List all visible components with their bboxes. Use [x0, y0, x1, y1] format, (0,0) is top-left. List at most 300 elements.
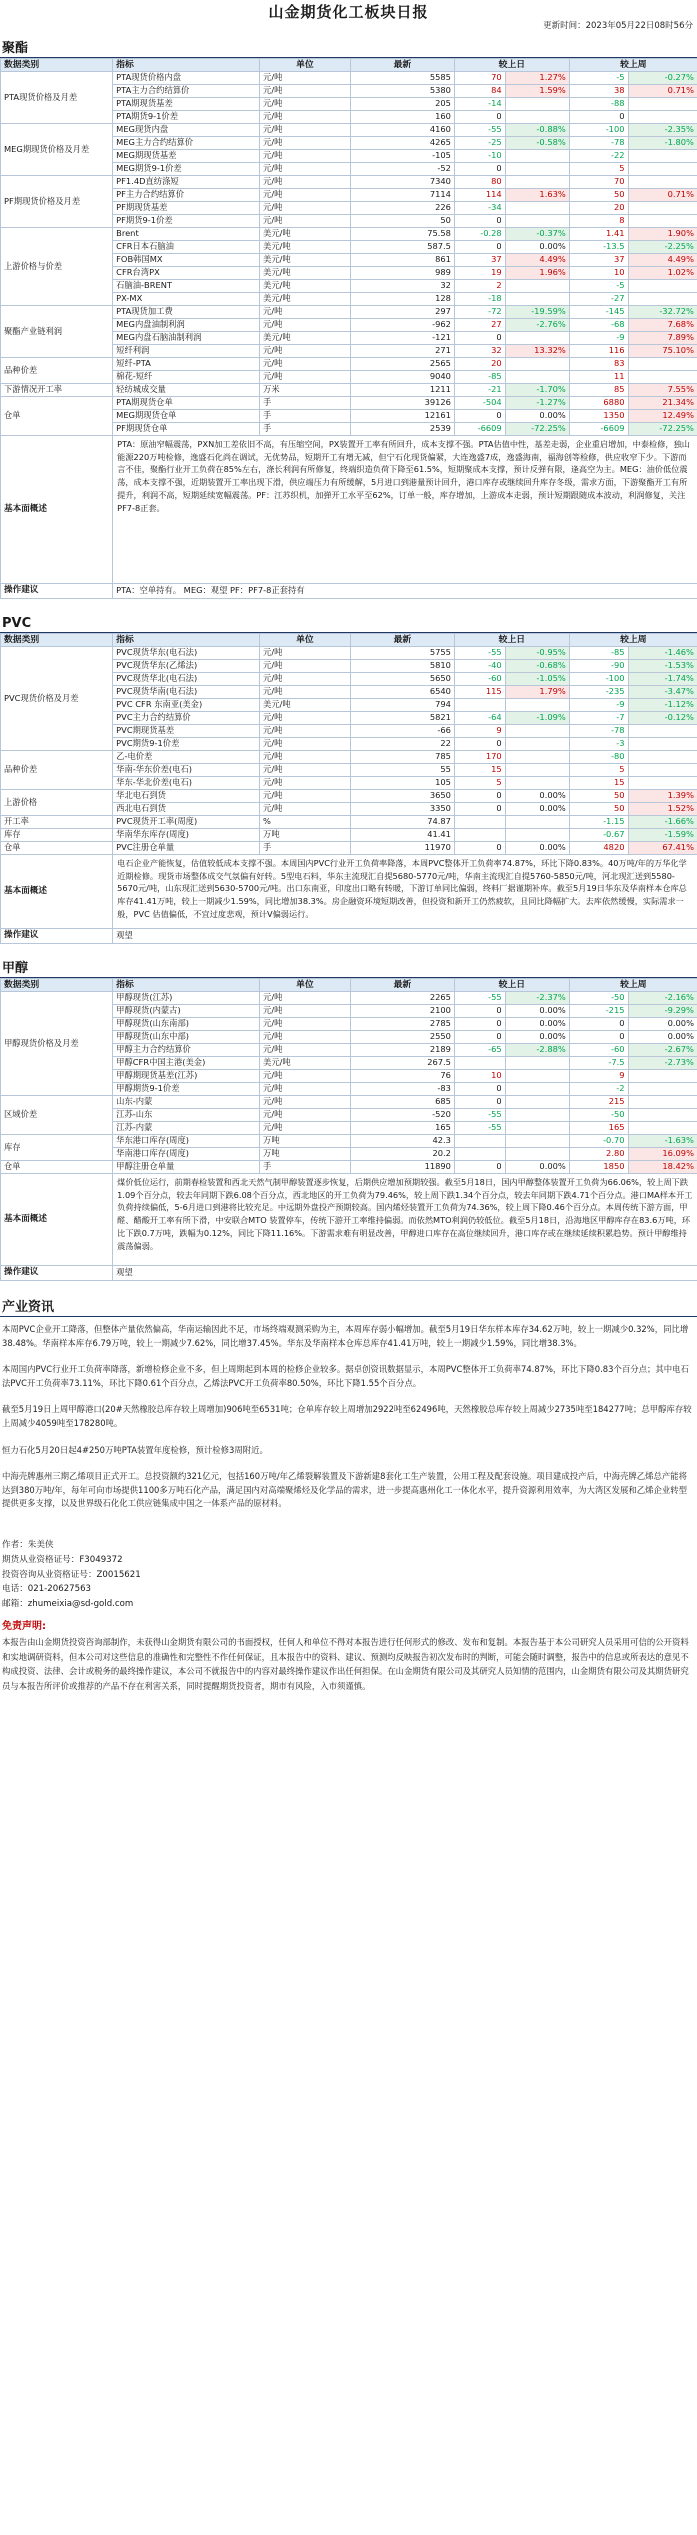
- row-change: [505, 280, 569, 293]
- row-category: 品种价差: [1, 358, 113, 384]
- row-unit: 万米: [260, 384, 351, 397]
- row-change: -1.80%: [628, 137, 697, 150]
- row-change: 0.00%: [505, 1005, 569, 1018]
- row-change: -50: [569, 992, 628, 1005]
- row-change: 7.89%: [628, 332, 697, 345]
- row-unit: 元/吨: [260, 72, 351, 85]
- row-change: -72: [454, 306, 505, 319]
- row-change: [505, 829, 569, 842]
- pvc-table: [0, 633, 697, 944]
- row-change: [628, 358, 697, 371]
- row-latest: 989: [350, 267, 454, 280]
- row-change: [628, 777, 697, 790]
- row-change: [505, 163, 569, 176]
- row-unit: 元/吨: [260, 319, 351, 332]
- row-change: 1.96%: [505, 267, 569, 280]
- row-latest: 5380: [350, 85, 454, 98]
- row-change: 0.71%: [628, 85, 697, 98]
- news-paragraph: 截至5月19日上周甲醇港口(20#天然橡胶总库存较上周增加)906吨至6531吨；仓单库存较上周增加2922吨至62496吨，天然橡胶总库存较上周减少2735吨至184277吨；总甲醇库存较上周减少4059吨至178280吨。: [2, 1404, 692, 1429]
- summary-label: 基本面概述: [1, 436, 113, 584]
- row-category: 区域价差: [1, 1096, 113, 1135]
- row-change: 37: [569, 254, 628, 267]
- col-category: 数据类别: [1, 634, 113, 647]
- row-indicator: PF1.4D直纺涤短: [113, 176, 260, 189]
- row-change: [505, 332, 569, 345]
- row-latest: 5650: [350, 673, 454, 686]
- row-unit: 元/吨: [260, 98, 351, 111]
- row-change: -100: [569, 124, 628, 137]
- row-change: [454, 1057, 505, 1070]
- row-change: -40: [454, 660, 505, 673]
- row-change: 0: [454, 410, 505, 423]
- row-change: [628, 293, 697, 306]
- row-change: -2.25%: [628, 241, 697, 254]
- row-category: 下游情况开工率: [1, 384, 113, 397]
- row-latest: 267.5: [350, 1057, 454, 1070]
- row-change: 1.39%: [628, 790, 697, 803]
- row-indicator: PVC现货华东(电石法): [113, 647, 260, 660]
- row-unit: 手: [260, 1161, 351, 1174]
- row-change: 1.02%: [628, 267, 697, 280]
- row-unit: 元/吨: [260, 85, 351, 98]
- row-change: -2: [569, 1083, 628, 1096]
- row-indicator: 棉花-短纤: [113, 371, 260, 384]
- row-change: -14: [454, 98, 505, 111]
- summary-text: 煤价低位运行，前期春检装置和西北天然气制甲醇装置逐步恢复，后期供应增加预期较强。截至5月18日，国内甲醇整体装置开工负荷为66.06%，较上周下跌1.09个百分点，较去年同期下跌6.08个百分点，西北地区的开工负荷为79.46%，较上周下跌1.34个百分点，较去年同期下跌4.71个百分点。港口MA样本开工负荷持续偏低，5-6月进口到港将比较充足。中远期外盘投产预期较高。国内烯烃装置开工负荷为74.36%，较上周下降0.46个百分点。本周传统下游方面，甲醛、醋酸开工率有所下滑，中安联合MTO 装置停车，传统下游开工率维持偏弱。而依然MTO利润仍较低位。截至5月18日，沿海地区甲醇库存在83.6万吨，环比下跌0.7万吨，跌幅为0.12%，同比下降11.16%。下游需求难有明显改善，甲醇进口库存在高位继续回升，港口库存或在继续延续积累趋势。预计甲醇维持震荡偏弱。: [113, 1174, 697, 1266]
- row-change: -0.67: [569, 829, 628, 842]
- header-row: [1, 59, 697, 72]
- row-change: -65: [454, 1044, 505, 1057]
- row-indicator: 甲醇注册仓单量: [113, 1161, 260, 1174]
- row-change: 20: [454, 358, 505, 371]
- row-change: 84: [454, 85, 505, 98]
- row-unit: 元/吨: [260, 686, 351, 699]
- row-change: 1.90%: [628, 228, 697, 241]
- row-category: 库存: [1, 1135, 113, 1161]
- row-change: -0.37%: [505, 228, 569, 241]
- row-change: -9: [569, 699, 628, 712]
- row-change: 12.49%: [628, 410, 697, 423]
- row-category: 聚酯产业链利润: [1, 306, 113, 358]
- advice-row: [1, 584, 697, 599]
- row-unit: 元/吨: [260, 777, 351, 790]
- row-indicator: PVC现货华北(电石法): [113, 673, 260, 686]
- row-latest: 160: [350, 111, 454, 124]
- row-change: [505, 725, 569, 738]
- row-indicator: 华南-华东价差(电石): [113, 764, 260, 777]
- row-change: 1850: [569, 1161, 628, 1174]
- row-change: [505, 1096, 569, 1109]
- row-change: 27: [454, 319, 505, 332]
- table-row: [1, 176, 697, 189]
- row-change: -85: [454, 371, 505, 384]
- contact-block: [0, 1524, 697, 1612]
- row-change: [628, 163, 697, 176]
- row-change: 20: [569, 202, 628, 215]
- row-change: 16.09%: [628, 1148, 697, 1161]
- row-change: -7: [569, 712, 628, 725]
- row-latest: 41.41: [350, 829, 454, 842]
- row-unit: 元/吨: [260, 1018, 351, 1031]
- table-row: [1, 1135, 697, 1148]
- summary-text: PTA：原油窄幅震荡，PXN加工差依旧不高，有压缩空间，PX装置开工率有所回升，成本支撑不强。PTA估值中性，基差走弱，企业重启增加，中泰检修，独山能源220万吨检修，逸盛石化尚在调试，无优势品，短期开工有增无减，但宁石化现货偏紧，大连逸盛7成，逸盛海南，福海创等检修，供应收窄下少。下游而言不佳，聚酯行业开工负荷在85%左右，涤长利润有所修复，终端织造负荷下降至61.5%，短期聚成本支撑，预计反弹有限，逢高空为主。MEG：油价低位震荡，成本支撑不强，近期装置开工率出现下滑，供应端压力有所缓解，5月进口到港量预计回升，港口库存或继续回升库存冬级，需求方面，下游聚酯开工有所提升，利润不高，短期延续宽幅震荡。PF：江苏织机，加弹开工水平至62%，订单一般，库存增加，上游成本走弱，预计短期跟随成本波动，利润修复，关注PF7-8正套。: [113, 436, 697, 584]
- row-latest: 1211: [350, 384, 454, 397]
- row-indicator: 甲醇主力合约结算价: [113, 1044, 260, 1057]
- row-category: 仓单: [1, 842, 113, 855]
- row-indicator: 石脑油-BRENT: [113, 280, 260, 293]
- row-change: 19: [454, 267, 505, 280]
- row-change: -2.88%: [505, 1044, 569, 1057]
- advice-label: 操作建议: [1, 1266, 113, 1281]
- row-latest: 4160: [350, 124, 454, 137]
- row-change: [628, 176, 697, 189]
- row-change: 170: [454, 751, 505, 764]
- disclaimer-text: 本报告由山金期货投资咨询部制作，未获得山金期货有限公司的书面授权，任何人和单位不得对本报告进行任何形式的修改、发布和复制。本报告基于本公司研究人员采用可信的公开资料和实地调研资料，但本公司对这些信息的准确性和完整性不作任何保证，且本报告中的资料、建议、预测均反映报告初次发布时的判断，可能会随时调整，报告中的信息或所表达的意见不构成投资、法律、会计或税务的最终操作建议，本公司不就报告中的内容对最终操作建议作出任何担保。在山金期货有限公司及其研究人员知情的范围内，山金期货有限公司及其期货研究员与本报告所评价或推荐的产品不存在利害关系，同时提醒期货投资者，期市有风险，入市须谨慎。: [2, 1637, 689, 1691]
- row-indicator: PTA期现货仓单: [113, 397, 260, 410]
- col-category: 数据类别: [1, 59, 113, 72]
- row-indicator: PF主力合约结算价: [113, 189, 260, 202]
- table-row: [1, 124, 697, 137]
- row-change: -0.95%: [505, 647, 569, 660]
- row-change: [505, 293, 569, 306]
- row-indicator: 江苏-内蒙: [113, 1122, 260, 1135]
- row-indicator: PTA现货加工费: [113, 306, 260, 319]
- row-unit: 元/吨: [260, 345, 351, 358]
- row-unit: 万吨: [260, 1148, 351, 1161]
- col-indicator: 指标: [113, 59, 260, 72]
- row-indicator: 华东-华北价差(电石): [113, 777, 260, 790]
- row-change: -100: [569, 673, 628, 686]
- disclaimer-block: [0, 1612, 697, 1699]
- row-latest: 75.58: [350, 228, 454, 241]
- row-change: [505, 215, 569, 228]
- row-change: 70: [454, 72, 505, 85]
- col-latest: 最新: [350, 634, 454, 647]
- row-change: [628, 371, 697, 384]
- row-change: [454, 1148, 505, 1161]
- advice-label: 操作建议: [1, 584, 113, 599]
- table-row: [1, 647, 697, 660]
- row-change: [628, 150, 697, 163]
- table-row: [1, 397, 697, 410]
- row-unit: 万吨: [260, 1135, 351, 1148]
- row-change: -55: [454, 1109, 505, 1122]
- row-indicator: 轻纺城成交量: [113, 384, 260, 397]
- row-change: [505, 699, 569, 712]
- row-change: 70: [569, 176, 628, 189]
- row-unit: 元/吨: [260, 189, 351, 202]
- row-change: -235: [569, 686, 628, 699]
- row-latest: 42.3: [350, 1135, 454, 1148]
- row-change: -0.88%: [505, 124, 569, 137]
- row-change: 0: [454, 1031, 505, 1044]
- row-category: 上游价格: [1, 790, 113, 816]
- row-change: [454, 699, 505, 712]
- row-change: 0: [454, 803, 505, 816]
- row-unit: 元/吨: [260, 306, 351, 319]
- row-change: [505, 764, 569, 777]
- row-indicator: MEG内盘石脑油制利润: [113, 332, 260, 345]
- col-prev-day: 较上日: [454, 979, 569, 992]
- advice-row: [1, 929, 697, 944]
- row-change: 0.00%: [505, 842, 569, 855]
- row-change: 37: [454, 254, 505, 267]
- row-latest: 205: [350, 98, 454, 111]
- row-category: 库存: [1, 829, 113, 842]
- row-indicator: MEG主力合约结算价: [113, 137, 260, 150]
- row-change: 9: [569, 1070, 628, 1083]
- col-prev-week: 较上周: [569, 634, 697, 647]
- row-change: 4.49%: [505, 254, 569, 267]
- row-change: -6609: [454, 423, 505, 436]
- row-latest: 794: [350, 699, 454, 712]
- row-indicator: PVC期现货基差: [113, 725, 260, 738]
- row-indicator: CFR台湾PX: [113, 267, 260, 280]
- row-unit: 元/吨: [260, 738, 351, 751]
- row-change: [505, 98, 569, 111]
- row-indicator: PVC注册仓单量: [113, 842, 260, 855]
- row-indicator: MEG现货内盘: [113, 124, 260, 137]
- row-indicator: 甲醇期现货基差(江苏): [113, 1070, 260, 1083]
- row-change: 10: [569, 267, 628, 280]
- row-unit: 元/吨: [260, 163, 351, 176]
- row-change: -1.05%: [505, 673, 569, 686]
- row-indicator: 甲醇现货(山东中部): [113, 1031, 260, 1044]
- contact-line: 电话：021-20627563: [2, 1584, 92, 1595]
- row-change: [628, 111, 697, 124]
- row-unit: 元/吨: [260, 647, 351, 660]
- row-latest: 12161: [350, 410, 454, 423]
- row-latest: 32: [350, 280, 454, 293]
- row-change: 75.10%: [628, 345, 697, 358]
- row-latest: 2189: [350, 1044, 454, 1057]
- row-change: 1.79%: [505, 686, 569, 699]
- row-indicator: 甲醇CFR中国主港(美金): [113, 1057, 260, 1070]
- row-indicator: 西北电石到货: [113, 803, 260, 816]
- row-latest: 2539: [350, 423, 454, 436]
- summary-row: [1, 855, 697, 929]
- row-change: -22: [569, 150, 628, 163]
- row-change: [454, 829, 505, 842]
- row-change: -78: [569, 725, 628, 738]
- header-row: [1, 634, 697, 647]
- row-change: 1.52%: [628, 803, 697, 816]
- row-change: 83: [569, 358, 628, 371]
- row-indicator: 短纤-PTA: [113, 358, 260, 371]
- row-latest: 165: [350, 1122, 454, 1135]
- row-change: [505, 176, 569, 189]
- row-unit: 元/吨: [260, 764, 351, 777]
- table-row: [1, 72, 697, 85]
- row-latest: 4265: [350, 137, 454, 150]
- row-category: PVC现货价格及月差: [1, 647, 113, 751]
- row-indicator: 华南华东库存(周度): [113, 829, 260, 842]
- table-row: [1, 384, 697, 397]
- row-latest: 3650: [350, 790, 454, 803]
- row-latest: -962: [350, 319, 454, 332]
- col-prev-day: 较上日: [454, 634, 569, 647]
- contact-line: 期货从业资格证号：F3049372: [2, 1554, 123, 1565]
- row-unit: 美元/吨: [260, 293, 351, 306]
- contact-line: 邮箱：zhumeixia@sd-gold.com: [2, 1599, 134, 1610]
- row-indicator: 甲醇现货(江苏): [113, 992, 260, 1005]
- row-change: 0: [454, 163, 505, 176]
- table-row: [1, 842, 697, 855]
- row-latest: 74.87: [350, 816, 454, 829]
- row-latest: -52: [350, 163, 454, 176]
- row-change: 0: [454, 215, 505, 228]
- row-change: -85: [569, 647, 628, 660]
- row-indicator: MEG内盘油制利润: [113, 319, 260, 332]
- row-indicator: PF期现货仓单: [113, 423, 260, 436]
- table-row: [1, 1161, 697, 1174]
- row-change: 18.42%: [628, 1161, 697, 1174]
- table-row: [1, 358, 697, 371]
- disclaimer-title: 免责声明:: [2, 1621, 46, 1632]
- row-indicator: Brent: [113, 228, 260, 241]
- row-change: -1.15: [569, 816, 628, 829]
- row-change: -1.74%: [628, 673, 697, 686]
- row-change: 0: [454, 241, 505, 254]
- row-unit: 元/吨: [260, 725, 351, 738]
- row-change: 0.00%: [505, 1031, 569, 1044]
- row-category: 仓单: [1, 397, 113, 436]
- row-indicator: MEG期现货基差: [113, 150, 260, 163]
- row-unit: 美元/吨: [260, 699, 351, 712]
- summary-label: 基本面概述: [1, 1174, 113, 1266]
- advice-label: 操作建议: [1, 929, 113, 944]
- row-change: -215: [569, 1005, 628, 1018]
- row-latest: 9040: [350, 371, 454, 384]
- row-change: 115: [454, 686, 505, 699]
- table-row: [1, 751, 697, 764]
- row-indicator: FOB韩国MX: [113, 254, 260, 267]
- row-change: 1.59%: [505, 85, 569, 98]
- row-change: -68: [569, 319, 628, 332]
- row-change: -5: [569, 280, 628, 293]
- row-latest: 55: [350, 764, 454, 777]
- header-row: [1, 979, 697, 992]
- row-change: [454, 1135, 505, 1148]
- col-prev-week: 较上周: [569, 979, 697, 992]
- row-change: -90: [569, 660, 628, 673]
- row-change: 50: [569, 803, 628, 816]
- row-change: 1350: [569, 410, 628, 423]
- row-change: 15: [454, 764, 505, 777]
- row-change: 0.00%: [628, 1018, 697, 1031]
- row-change: [505, 202, 569, 215]
- row-indicator: 华南港口库存(周度): [113, 1148, 260, 1161]
- col-indicator: 指标: [113, 979, 260, 992]
- row-latest: -121: [350, 332, 454, 345]
- row-change: 21.34%: [628, 397, 697, 410]
- row-change: -2.76%: [505, 319, 569, 332]
- row-indicator: MEG期货9-1价差: [113, 163, 260, 176]
- row-change: 0.00%: [505, 410, 569, 423]
- row-change: [505, 1122, 569, 1135]
- row-change: 10: [454, 1070, 505, 1083]
- row-change: 0: [454, 332, 505, 345]
- row-change: [505, 777, 569, 790]
- row-change: -9.29%: [628, 1005, 697, 1018]
- row-indicator: PVC主力合约结算价: [113, 712, 260, 725]
- row-change: -0.28: [454, 228, 505, 241]
- row-change: -64: [454, 712, 505, 725]
- pta-table: [0, 58, 697, 599]
- row-change: 0.71%: [628, 189, 697, 202]
- row-change: -0.70: [569, 1135, 628, 1148]
- row-change: 1.27%: [505, 72, 569, 85]
- row-latest: 2265: [350, 992, 454, 1005]
- row-unit: 元/吨: [260, 992, 351, 1005]
- row-change: [628, 725, 697, 738]
- row-indicator: 华北电石到货: [113, 790, 260, 803]
- row-unit: 美元/吨: [260, 254, 351, 267]
- row-latest: 2565: [350, 358, 454, 371]
- section-pvc: PVC: [0, 609, 697, 633]
- row-change: 0.00%: [505, 1161, 569, 1174]
- row-change: -2.16%: [628, 992, 697, 1005]
- row-change: [628, 1070, 697, 1083]
- advice-text: 观望: [113, 1266, 697, 1281]
- row-change: [454, 816, 505, 829]
- row-change: -1.66%: [628, 816, 697, 829]
- row-latest: 7340: [350, 176, 454, 189]
- row-change: [628, 1122, 697, 1135]
- row-change: [628, 1096, 697, 1109]
- row-latest: 271: [350, 345, 454, 358]
- row-indicator: 甲醇现货(山东南部): [113, 1018, 260, 1031]
- row-latest: 2785: [350, 1018, 454, 1031]
- row-unit: 元/吨: [260, 803, 351, 816]
- row-unit: 元/吨: [260, 371, 351, 384]
- news-paragraph: 本周国内PVC行业开工负荷率降落，新增检修企业不多，但上周期起到本周的检修企业较多。据卓创资讯数据显示，本周PVC整体开工负荷率74.87%，环比下降0.83个百分点；其中电石法PVC开工负荷率73.11%，环比下降0.61个百分点，乙烯法PVC开工负荷率80.50%，环比下降1.55个百分点。: [2, 1364, 689, 1388]
- row-unit: 手: [260, 842, 351, 855]
- row-unit: 美元/吨: [260, 267, 351, 280]
- row-latest: 5755: [350, 647, 454, 660]
- row-latest: 7114: [350, 189, 454, 202]
- row-change: [505, 1135, 569, 1148]
- row-change: 0.00%: [505, 241, 569, 254]
- row-change: -55: [454, 1122, 505, 1135]
- row-change: [628, 280, 697, 293]
- row-change: -6609: [569, 423, 628, 436]
- col-latest: 最新: [350, 59, 454, 72]
- row-change: -2.37%: [505, 992, 569, 1005]
- row-change: 1.41: [569, 228, 628, 241]
- row-change: 5: [569, 764, 628, 777]
- row-change: -80: [569, 751, 628, 764]
- row-unit: 元/吨: [260, 150, 351, 163]
- row-change: -60: [569, 1044, 628, 1057]
- row-latest: 3350: [350, 803, 454, 816]
- row-change: -504: [454, 397, 505, 410]
- advice-row: [1, 1266, 697, 1281]
- row-unit: 万吨: [260, 829, 351, 842]
- row-change: [628, 215, 697, 228]
- row-change: [628, 1083, 697, 1096]
- row-unit: 美元/吨: [260, 241, 351, 254]
- row-change: -60: [454, 673, 505, 686]
- row-latest: 11970: [350, 842, 454, 855]
- row-change: [628, 98, 697, 111]
- row-indicator: PF期现货基差: [113, 202, 260, 215]
- row-unit: 元/吨: [260, 215, 351, 228]
- row-change: 1.63%: [505, 189, 569, 202]
- row-unit: 元/吨: [260, 1083, 351, 1096]
- row-latest: 2550: [350, 1031, 454, 1044]
- col-category: 数据类别: [1, 979, 113, 992]
